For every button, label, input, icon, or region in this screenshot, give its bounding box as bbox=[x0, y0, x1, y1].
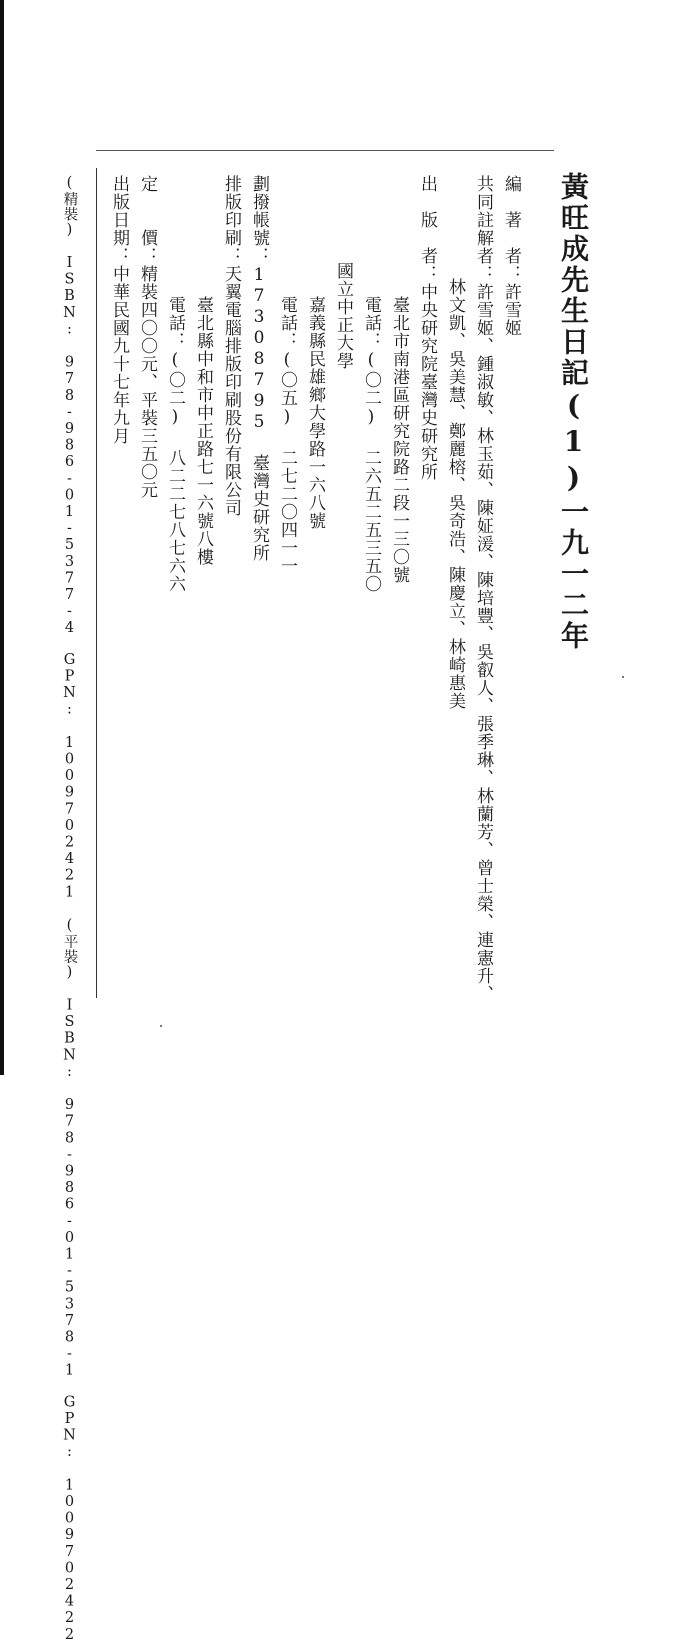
publisher-phone: 電話：(〇二) 二六五二五三五〇 bbox=[361, 296, 381, 593]
annotators-line-1: 共同註解者：許雪姬、鍾淑敏、林玉茹、陳姃湲、陳培豐、吳叡人、張季琳、林蘭芳、曾士榮、連憲升、 bbox=[473, 175, 493, 1003]
scan-speck bbox=[160, 1025, 162, 1027]
isbn-line: (精裝) ISBN: 978-986-01-5377-4 GPN: 1009702421 (平裝) ISBN: 978-986-01-5378-1 GPN: 1009702422 bbox=[61, 175, 78, 1643]
price-line: 定 價：精裝四〇〇元、平裝三五〇元 bbox=[137, 175, 157, 499]
printer-address: 臺北縣中和市中正路七一六號八樓 bbox=[193, 296, 213, 566]
annotators-line-2: 林文凱、吳美慧、鄭麗榕、吳奇浩、陳慶立、林崎惠美 bbox=[445, 278, 465, 710]
editor-line: 編 著 者：許雪姬 bbox=[501, 175, 521, 337]
account-line: 劃撥帳號：17308795 臺灣史研究所 bbox=[249, 175, 269, 562]
publisher-address: 臺北市南港區研究院路二段一三〇號 bbox=[389, 296, 409, 584]
co-publisher-address: 嘉義縣民雄鄉大學路一六八號 bbox=[305, 296, 325, 530]
book-title bbox=[557, 172, 590, 652]
page-edge-bar bbox=[0, 0, 4, 1075]
top-rule bbox=[96, 150, 554, 151]
book-title-year: 一九一二年 bbox=[557, 497, 590, 652]
co-publisher-phone: 電話：(〇五) 二七二〇四一一 bbox=[277, 296, 297, 575]
isbn-rule bbox=[96, 168, 97, 998]
book-title-main: 黃旺成先生日記 bbox=[557, 172, 590, 389]
publication-date-line: 出版日期：中華民國九十七年九月 bbox=[109, 175, 129, 445]
publisher-line: 出 版 者：中央研究院臺灣史研究所 bbox=[417, 175, 437, 481]
co-publisher-name: 國立中正大學 bbox=[333, 262, 353, 370]
book-title-volume: (1) bbox=[557, 389, 590, 497]
scan-speck bbox=[622, 676, 624, 678]
printer-phone: 電話：(〇二) 八二二七八七六六 bbox=[165, 296, 185, 593]
printer-line: 排版印刷：天翼電腦排版印刷股份有限公司 bbox=[221, 175, 241, 517]
